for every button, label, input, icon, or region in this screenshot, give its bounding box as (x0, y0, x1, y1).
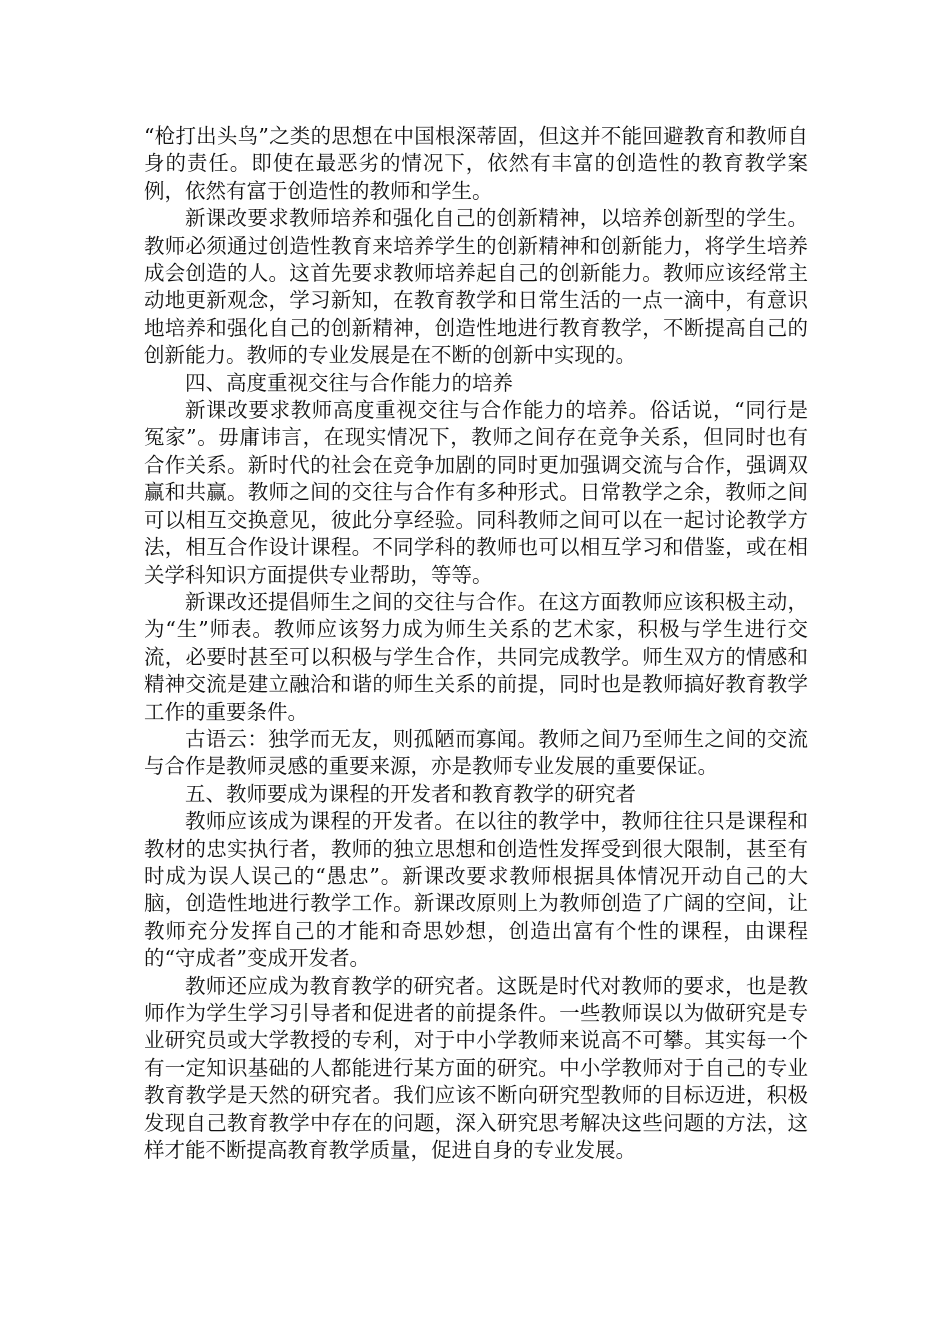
paragraph-continued: “枪打出头鸟”之类的思想在中国根深蒂固，但这并不能回避教育和教师自身的责任。即使在最恶劣的情况下，依然有丰富的创造性的教育教学案例，依然有富于创造性的教师和学生。 (144, 124, 808, 203)
paragraph-cooperation-students: 新课改还提倡师生之间的交往与合作。在这方面教师应该积极主动，为“生”师表。教师应该努力成为师生关系的艺术家，积极与学生进行交流，必要时甚至可以积极与学生合作，共同完成教学。师生双方的情感和精神交流是建立融洽和谐的师生关系的前提，同时也是教师搞好教育教学工作的重要条件。 (144, 589, 808, 724)
paragraph-innovation: 新课改要求教师培养和强化自己的创新精神，以培养创新型的学生。教师必须通过创造性教育来培养学生的创新精神和创新能力，将学生培养成会创造的人。这首先要求教师培养起自己的创新能力。教师应该经常主动地更新观念，学习新知，在教育教学和日常生活的一点一滴中，有意识地培养和强化自己的创新精神，创造性地进行教育教学，不断提高自己的创新能力。教师的专业发展是在不断的创新中实现的。 (144, 206, 808, 368)
paragraph-researcher: 教师还应成为教育教学的研究者。这既是时代对教师的要求，也是教师作为学生学习引导者和促进者的前提条件。一些教师误以为做研究是专业研究员或大学教授的专利，对于中小学教师来说高不可攀。其实每一个有一定知识基础的人都能进行某方面的研究。中小学教师对于自己的专业教育教学是天然的研究者。我们应该不断向研究型教师的目标迈进，积极发现自己教育教学中存在的问题，深入研究思考解决这些问题的方法，这样才能不断提高教育教学质量，促进自身的专业发展。 (144, 973, 808, 1163)
section-heading-four: 四、高度重视交往与合作能力的培养 (185, 370, 513, 395)
paragraph-cooperation-teachers: 新课改要求教师高度重视交往与合作能力的培养。俗话说，“同行是冤家”。毋庸讳言，在现实情况下，教师之间存在竞争关系，但同时也有合作关系。新时代的社会在竞争加剧的同时更加强调交流与合作，强调双赢和共赢。教师之间的交往与合作有多种形式。日常教学之余，教师之间可以相互交换意见，彼此分享经验。同科教师之间可以在一起讨论教学方法，相互合作设计课程。不同学科的教师也可以相互学习和借鉴，或在相关学科知识方面提供专业帮助，等等。 (144, 398, 808, 587)
section-heading-five: 五、教师要成为课程的开发者和教育教学的研究者 (185, 781, 636, 806)
paragraph-ancient-saying: 古语云：独学而无友，则孤陋而寡闻。教师之间乃至师生之间的交流与合作是教师灵感的重要来源，亦是教师专业发展的重要保证。 (144, 726, 808, 779)
paragraph-curriculum-developer: 教师应该成为课程的开发者。在以往的教学中，教师往往只是课程和教材的忠实执行者，教师的独立思想和创造性发挥受到很大限制，甚至有时成为误人误己的“愚忠”。新课改要求教师根据具体情况开动自己的大脑，创造性地进行教学工作。新课改原则上为教师创造了广阔的空间，让教师充分发挥自己的才能和奇思妙想，创造出富有个性的课程，由课程的“守成者”变成开发者。 (144, 809, 808, 971)
document-body (144, 123, 808, 1164)
